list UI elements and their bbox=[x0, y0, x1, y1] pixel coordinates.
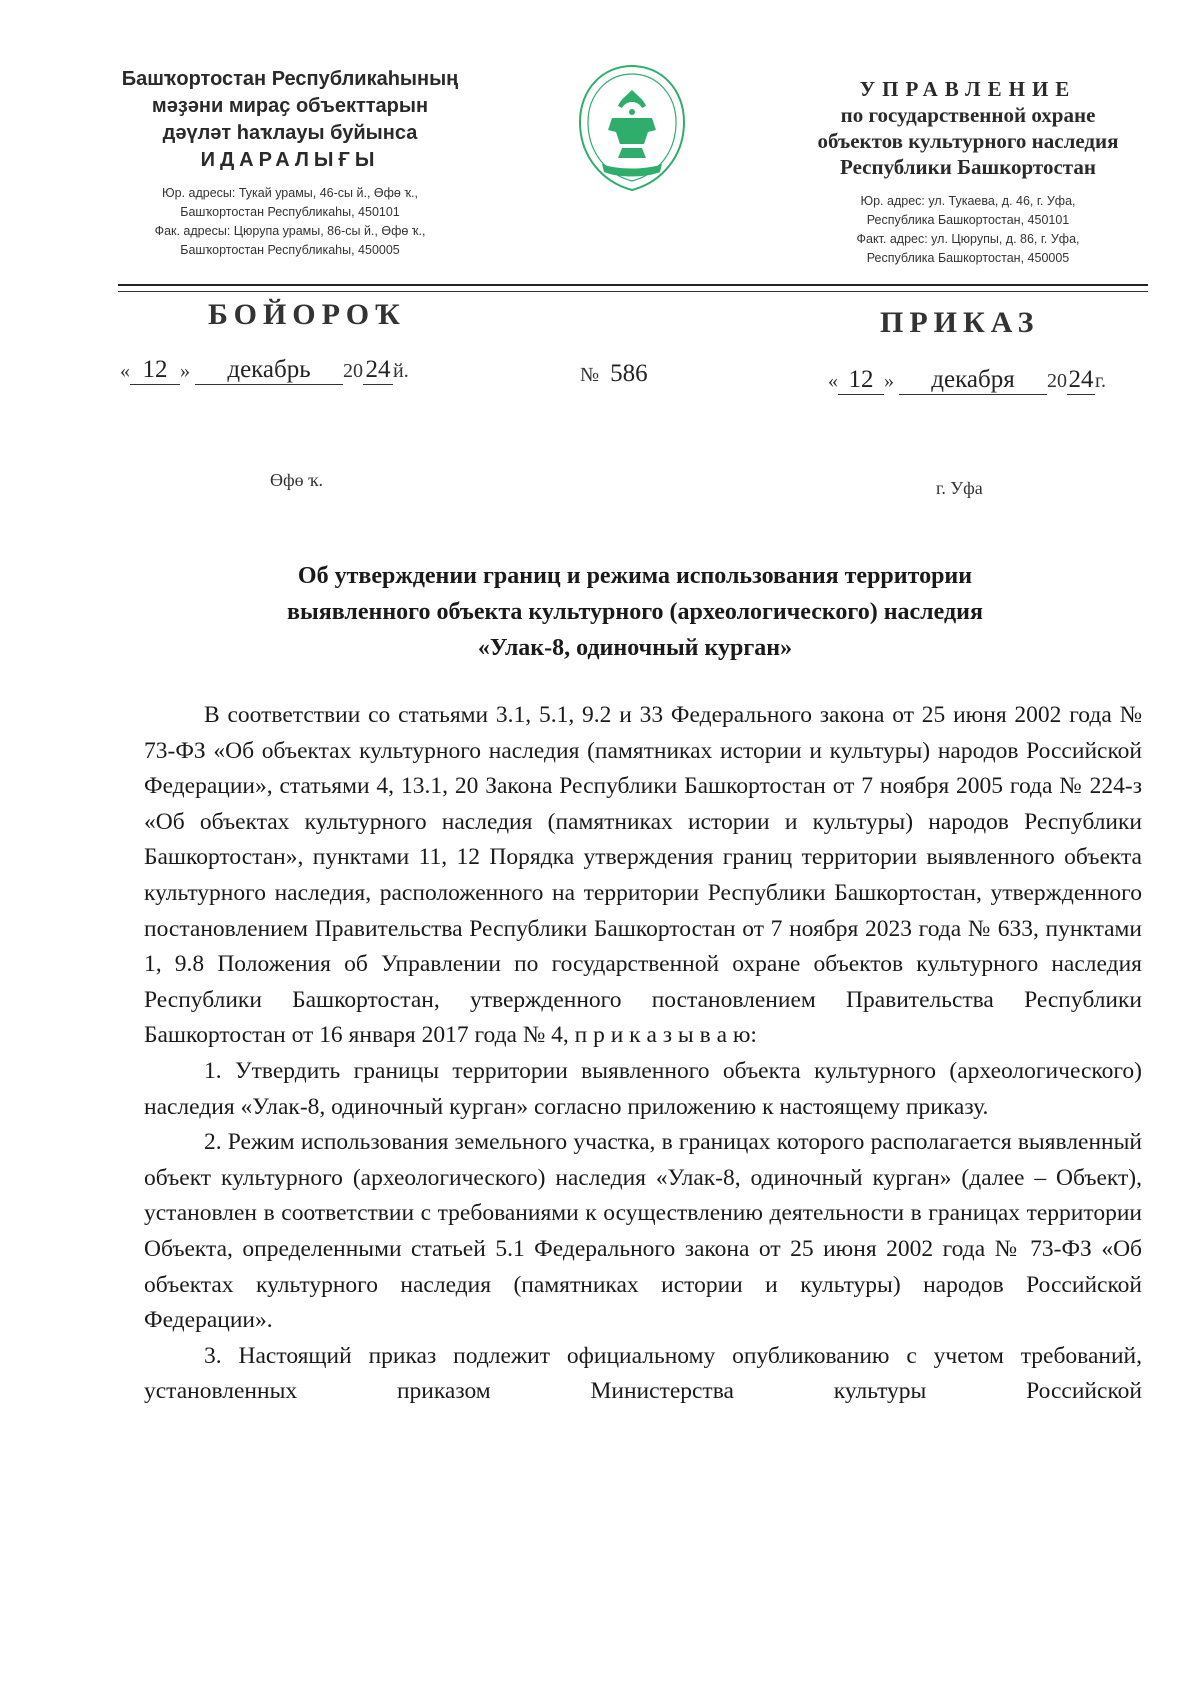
document-number bbox=[580, 360, 648, 388]
org-name-line: объектов культурного наследия bbox=[817, 129, 1119, 153]
date-day: 12 bbox=[838, 366, 884, 395]
document-title bbox=[160, 558, 1110, 666]
address-block bbox=[110, 184, 470, 260]
date-month: декабрь bbox=[195, 356, 343, 385]
org-name-line: ИДАРАЛЫҒЫ bbox=[200, 149, 380, 171]
title-line: «Улак-8, одиночный курган» bbox=[477, 635, 793, 661]
city-russian: г. Уфа bbox=[936, 478, 983, 498]
bashkortostan-emblem-icon bbox=[572, 60, 692, 196]
org-name-line: мәҙәни мираҫ объекттарын bbox=[151, 95, 429, 117]
address-line: Юр. адресы: Тукай урамы, 46-сы й., Өфө ҡ., bbox=[162, 186, 418, 200]
close-quote: » bbox=[180, 360, 190, 382]
doc-type-russian: ПРИКАЗ bbox=[880, 306, 1040, 339]
number-label: № bbox=[580, 364, 600, 386]
address-line: Факт. адрес: ул. Цюрупы, д. 86, г. Уфа, bbox=[856, 232, 1080, 246]
header-divider-thick bbox=[118, 284, 1148, 286]
open-quote: « bbox=[828, 370, 838, 392]
address-block bbox=[788, 192, 1148, 268]
city-bashkir: Өфө ҡ. bbox=[270, 470, 323, 490]
header-divider-thin bbox=[118, 291, 1148, 292]
open-quote: « bbox=[120, 360, 130, 382]
date-right bbox=[828, 366, 1106, 395]
org-name-line: Башҡортостан Республикаһының bbox=[121, 68, 459, 90]
address-line: Башҡортостан Республикаһы, 450101 bbox=[180, 205, 400, 219]
year-unit: й. bbox=[393, 360, 409, 382]
year-prefix: 20 bbox=[1047, 370, 1067, 392]
year-suffix: 24 bbox=[1068, 366, 1094, 393]
org-name-line: по государственной охране bbox=[840, 103, 1096, 127]
header-left-bashkir bbox=[110, 66, 470, 260]
body-paragraph-item-2: 2. Режим использования земельного участка, в границах которого располагается выявленный объект культурного (археологического) наследия «Улак-8, одиночный курган» (далее – Объект), установлен в соответствии с требованиями к осуществлению деятельности в границах территории Объекта, определенными статьей 5.1 Федерального закона от 25 июня 2002 года № 73-ФЗ «Об объектах культурного наследия (памятниках истории и культуры) народов Российской Федерации». bbox=[144, 1129, 1142, 1334]
title-line: выявленного объекта культурного (археологического) наследия bbox=[287, 599, 983, 625]
address-line: Юр. адрес: ул. Тукаева, д. 46, г. Уфа, bbox=[860, 194, 1076, 208]
year-prefix: 20 bbox=[343, 360, 363, 382]
address-line: Республика Башкортостан, 450101 bbox=[866, 213, 1070, 227]
number-value: 586 bbox=[610, 360, 648, 387]
address-line: Республика Башкортостан, 450005 bbox=[866, 251, 1070, 265]
org-name-line: УПРАВЛЕНИЕ bbox=[859, 77, 1077, 101]
org-name-line: Республики Башкортостан bbox=[840, 155, 1096, 179]
body-paragraph-item-3: 3. Настоящий приказ подлежит официальному опубликованию с учетом требований, установленных приказом Министерства культуры Российской bbox=[144, 1342, 1142, 1405]
close-quote: » bbox=[884, 370, 894, 392]
date-day: 12 bbox=[130, 356, 180, 385]
org-name-line: дәүләт һаҡлауы буйынса bbox=[162, 122, 418, 144]
year-suffix: 24 bbox=[363, 356, 393, 385]
address-line: Фак. адресы: Цюрупа урамы, 86-сы й., Өфө ҡ., bbox=[154, 224, 426, 238]
doc-type-bashkir: БОЙОРОҠ bbox=[208, 298, 406, 331]
title-line: Об утверждении границ и режима использования территории bbox=[297, 563, 973, 589]
body-paragraph-item-1: 1. Утвердить границы территории выявленного объекта культурного (археологического) наследия «Улак-8, одиночный курган» согласно приложению к настоящему приказу. bbox=[144, 1057, 1142, 1120]
date-month: декабря bbox=[899, 366, 1047, 395]
year-unit: г. bbox=[1095, 370, 1106, 392]
address-line: Башҡортостан Республикаһы, 450005 bbox=[180, 243, 400, 257]
body-paragraph-preamble: В соответствии со статьями 3.1, 5.1, 9.2 и 33 Федерального закона от 25 июня 2002 года № 73-ФЗ «Об объектах культурного наследия (памятниках истории и культуры) народов Российской Федерации», статьями 4, 13.1, 20 Закона Республики Башкортостан от 7 ноября 2005 года № 224-з «Об объектах культурного наследия (памятниках истории и культуры) народов Республики Башкортостан», пунктами 11, 12 Порядка утверждения границ территории выявленного объекта культурного наследия, расположенного на территории Республики Башкортостан, утвержденного постановлением Правительства Республики Башкортостан от 7 ноября 2023 года № 633, пунктами 1, 9.8 Положения об Управлении по государственной охране объектов культурного наследия Республики Башкортостан, утвержденного постановлением Правительства Республики Башкортостан от 16 января 2017 года № 4, п р и к а з ы в а ю: bbox=[144, 702, 1142, 1049]
date-left bbox=[120, 356, 409, 385]
header-right-russian bbox=[788, 76, 1148, 268]
document-body bbox=[144, 698, 1142, 1410]
